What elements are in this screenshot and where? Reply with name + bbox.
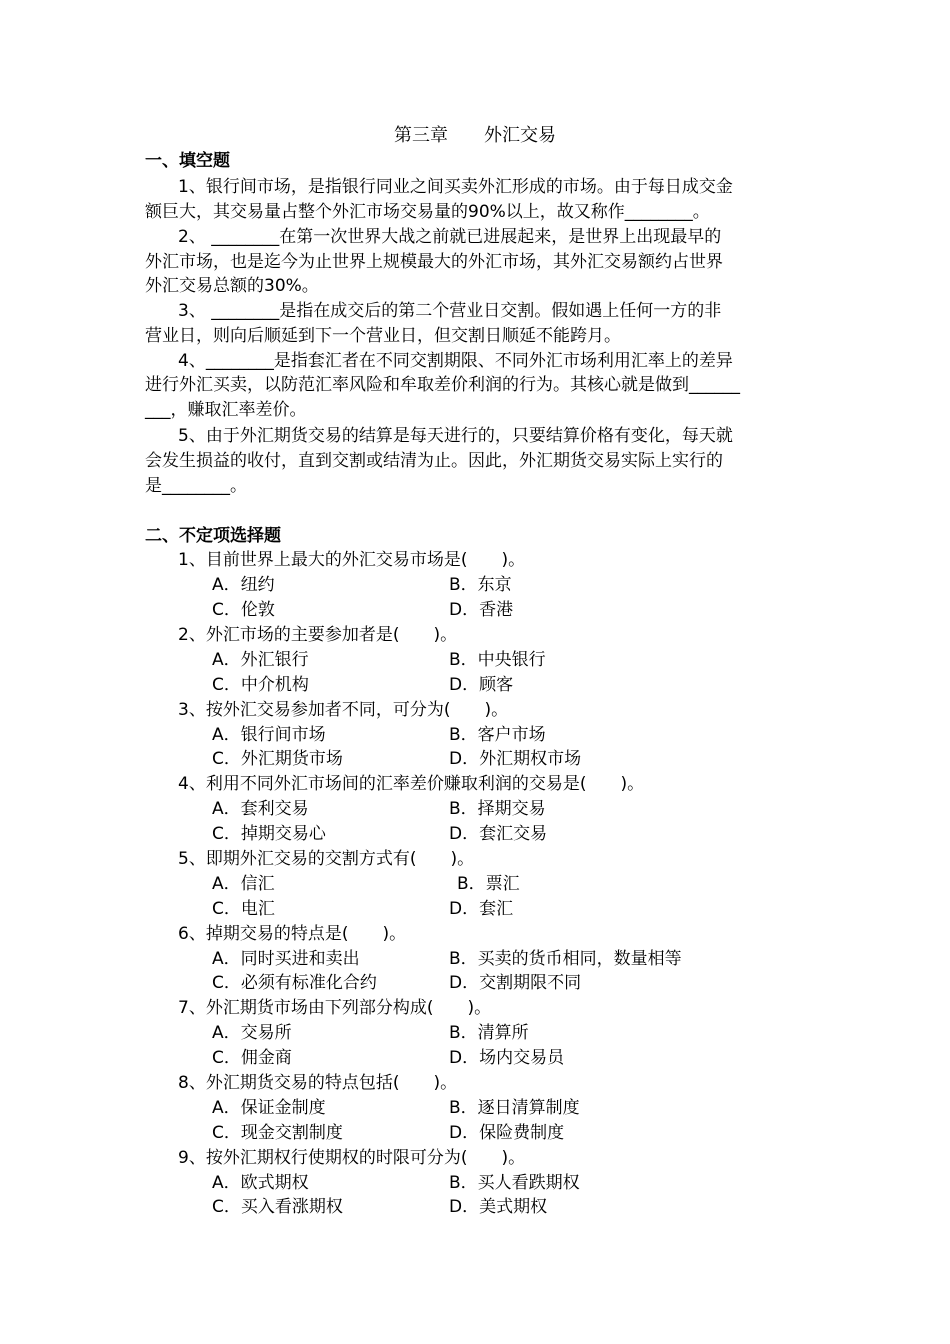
q7-option-a: A．交易所 bbox=[212, 1023, 292, 1043]
fill-line-2: 额巨大，其交易量占整个外汇市场交易量的90%以上，故又称作________。 bbox=[145, 202, 710, 222]
q4-option-c: C．掉期交易心 bbox=[212, 824, 326, 844]
q8-option-c: C．现金交割制度 bbox=[212, 1123, 343, 1143]
q4-option-a: A．套利交易 bbox=[212, 799, 309, 819]
q1-option-d: D．香港 bbox=[449, 600, 514, 620]
q3-option-b: B．客户市场 bbox=[449, 725, 546, 745]
q9-option-a: A．欧式期权 bbox=[212, 1173, 309, 1193]
q1-option-c: C．伦敦 bbox=[212, 600, 275, 620]
fill-line-1: 1、银行间市场，是指银行同业之间买卖外汇形成的市场。由于每日成交金 bbox=[178, 177, 733, 197]
q2-option-c: C．中介机构 bbox=[212, 675, 309, 695]
question-4: 4、利用不同外汇市场间的汇率差价赚取利润的交易是( )。 bbox=[178, 774, 645, 794]
fill-line-8: 4、________是指套汇者在不同交割期限、不同外汇市场利用汇率上的差异 bbox=[178, 351, 733, 371]
fill-line-7: 营业日，则向后顺延到下一个营业日，但交割日顺延不能跨月。 bbox=[145, 326, 621, 346]
question-5: 5、即期外汇交易的交割方式有( )。 bbox=[178, 849, 475, 869]
fill-line-11: 5、由于外汇期货交易的结算是每天进行的，只要结算价格有变化，每天就 bbox=[178, 426, 733, 446]
fill-line-6: 3、 ________是指在成交后的第二个营业日交割。假如遇上任何一方的非 bbox=[178, 301, 722, 321]
question-7: 7、外汇期货市场由下列部分构成( )。 bbox=[178, 998, 492, 1018]
q3-option-d: D．外汇期权市场 bbox=[449, 749, 582, 769]
q5-option-d: D．套汇 bbox=[449, 899, 514, 919]
chapter-title: 第三章 外汇交易 bbox=[394, 125, 556, 146]
q5-option-c: C．电汇 bbox=[212, 899, 275, 919]
q7-option-c: C．佣金商 bbox=[212, 1048, 292, 1068]
fill-line-12: 会发生损益的收付，直到交割或结清为止。因此，外汇期货交易实际上实行的 bbox=[145, 451, 723, 471]
q9-option-b: B．买人看跌期权 bbox=[449, 1173, 580, 1193]
fill-line-5: 外汇交易总额的30%。 bbox=[145, 276, 319, 296]
q7-option-d: D．场内交易员 bbox=[449, 1048, 565, 1068]
question-3: 3、按外汇交易参加者不同，可分为( )。 bbox=[178, 700, 509, 720]
q6-option-a: A．同时买进和卖出 bbox=[212, 949, 360, 969]
question-1: 1、目前世界上最大的外汇交易市场是( )。 bbox=[178, 550, 526, 570]
q3-option-c: C．外汇期货市场 bbox=[212, 749, 343, 769]
section-heading-fill: 一、填空题 bbox=[145, 151, 230, 171]
section-heading-choice: 二、不定项选择题 bbox=[145, 526, 281, 546]
q6-option-b: B．买卖的货币相同，数量相等 bbox=[449, 949, 682, 969]
q5-option-a: A．信汇 bbox=[212, 874, 275, 894]
fill-line-4: 外汇市场，也是迄今为止世界上规模最大的外汇市场，其外汇交易额约占世界 bbox=[145, 252, 723, 272]
q4-option-d: D．套汇交易 bbox=[449, 824, 548, 844]
q7-option-b: B．清算所 bbox=[449, 1023, 529, 1043]
question-9: 9、按外汇期权行使期权的时限可分为( )。 bbox=[178, 1148, 526, 1168]
q2-option-a: A．外汇银行 bbox=[212, 650, 309, 670]
q9-option-d: D．美式期权 bbox=[449, 1197, 548, 1217]
q8-option-b: B．逐日清算制度 bbox=[449, 1098, 580, 1118]
q1-option-a: A．纽约 bbox=[212, 575, 275, 595]
fill-line-9: 进行外汇买卖，以防范汇率风险和牟取差价利润的行为。其核心就是做到______ bbox=[145, 375, 740, 395]
q2-option-b: B．中央银行 bbox=[449, 650, 546, 670]
q6-option-c: C．必须有标准化合约 bbox=[212, 973, 377, 993]
question-2: 2、外汇市场的主要参加者是( )。 bbox=[178, 625, 458, 645]
fill-line-10: ___，赚取汇率差价。 bbox=[145, 400, 307, 420]
fill-line-3: 2、 ________在第一次世界大战之前就已进展起来，是世界上出现最早的 bbox=[178, 227, 722, 247]
q1-option-b: B．东京 bbox=[449, 575, 512, 595]
q8-option-a: A．保证金制度 bbox=[212, 1098, 326, 1118]
q3-option-a: A．银行间市场 bbox=[212, 725, 326, 745]
question-6: 6、掉期交易的特点是( )。 bbox=[178, 924, 407, 944]
q4-option-b: B．择期交易 bbox=[449, 799, 546, 819]
q6-option-d: D．交割期限不同 bbox=[449, 973, 582, 993]
q5-option-b: B．票汇 bbox=[457, 874, 520, 894]
q9-option-c: C．买入看涨期权 bbox=[212, 1197, 343, 1217]
fill-line-13: 是________。 bbox=[145, 476, 247, 496]
q8-option-d: D．保险费制度 bbox=[449, 1123, 565, 1143]
q2-option-d: D．顾客 bbox=[449, 675, 514, 695]
question-8: 8、外汇期货交易的特点包括( )。 bbox=[178, 1073, 458, 1093]
